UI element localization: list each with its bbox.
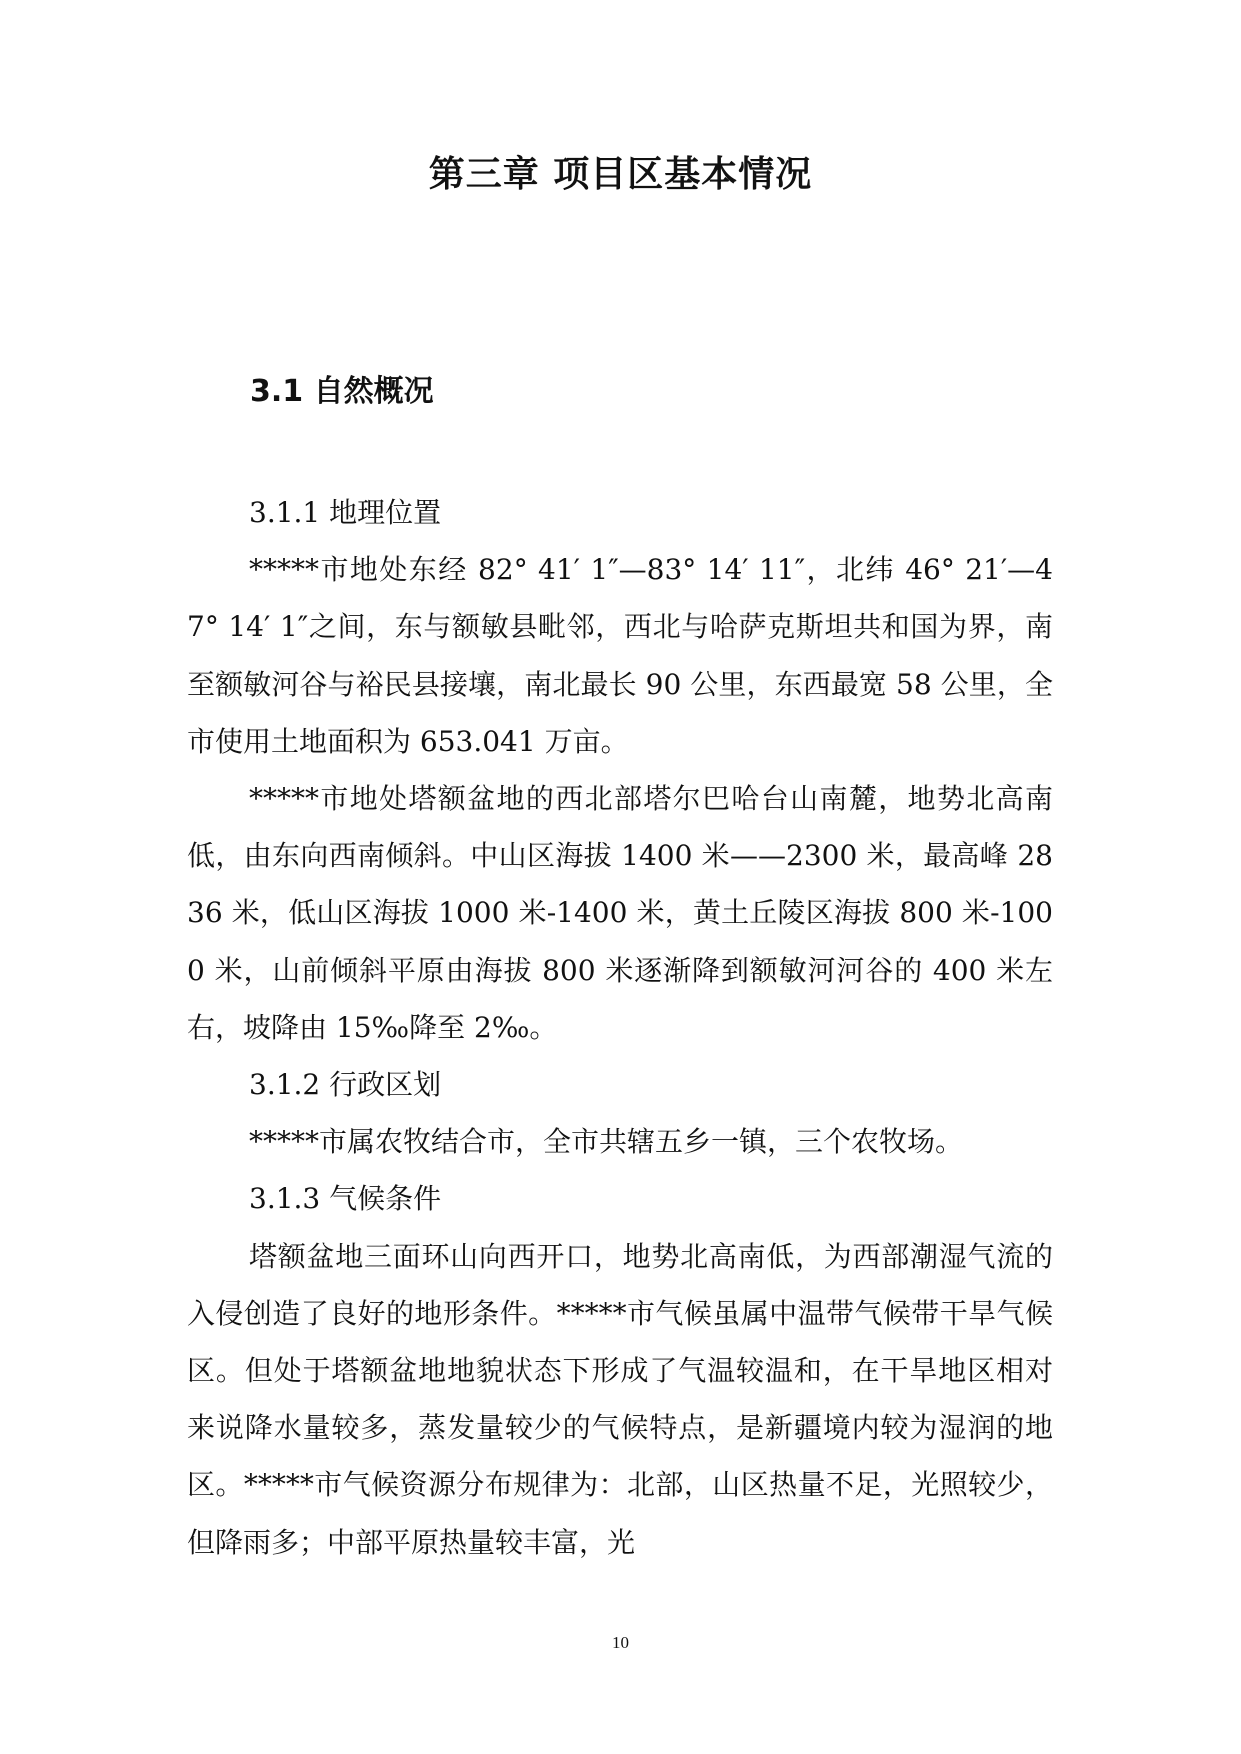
- document-body: [187, 484, 1053, 1571]
- subsection-title-climate: 3.1.3 气候条件: [249, 1182, 442, 1216]
- paragraph-climate: 塔额盆地三面环山向西开口，地势北高南低，为西部潮湿气流的入侵创造了良好的地形条件。*****市气候虽属中温带气候带干旱气候区。但处于塔额盆地地貌状态下形成了气温较温和，在干旱地区相对来说降水量较多，蒸发量较少的气候特点，是新疆境内较为湿润的地区。*****市气候资源分布规律为：北部，山区热量不足，光照较少，但降雨多；中部平原热量较丰富，光: [187, 1239, 1053, 1559]
- paragraph-administration: *****市属农牧结合市，全市共辖五乡一镇，三个农牧场。: [249, 1125, 964, 1159]
- section-title: 3.1 自然概况: [250, 374, 434, 409]
- paragraph-geography-terrain: *****市地处塔额盆地的西北部塔尔巴哈台山南麓，地势北高南低，由东向西南倾斜。中山区海拔 1400 米——2300 米，最高峰 2836 米，低山区海拔 1000 米-1400 米，黄土丘陵区海拔 800 米-1000 米，山前倾斜平原由海拔 800 米逐渐降到额敏河河谷的 400 米左右，坡降由 15‰降至 2‰。: [187, 782, 1053, 1044]
- paragraph-geography-location: *****市地处东经 82° 41′ 1″—83° 14′ 11″，北纬 46° 21′—47° 14′ 1″之间，东与额敏县毗邻，西北与哈萨克斯坦共和国为界，南至额敏河谷与裕民县接壤，南北最长 90 公里，东西最宽 58 公里，全市使用土地面积为 653.041 万亩。: [187, 553, 1053, 758]
- page-number: 10: [612, 1633, 629, 1652]
- subsection-title-geography: 3.1.1 地理位置: [249, 496, 442, 529]
- subsection-title-administration: 3.1.2 行政区划: [249, 1068, 442, 1102]
- chapter-title: 第三章 项目区基本情况: [428, 154, 813, 195]
